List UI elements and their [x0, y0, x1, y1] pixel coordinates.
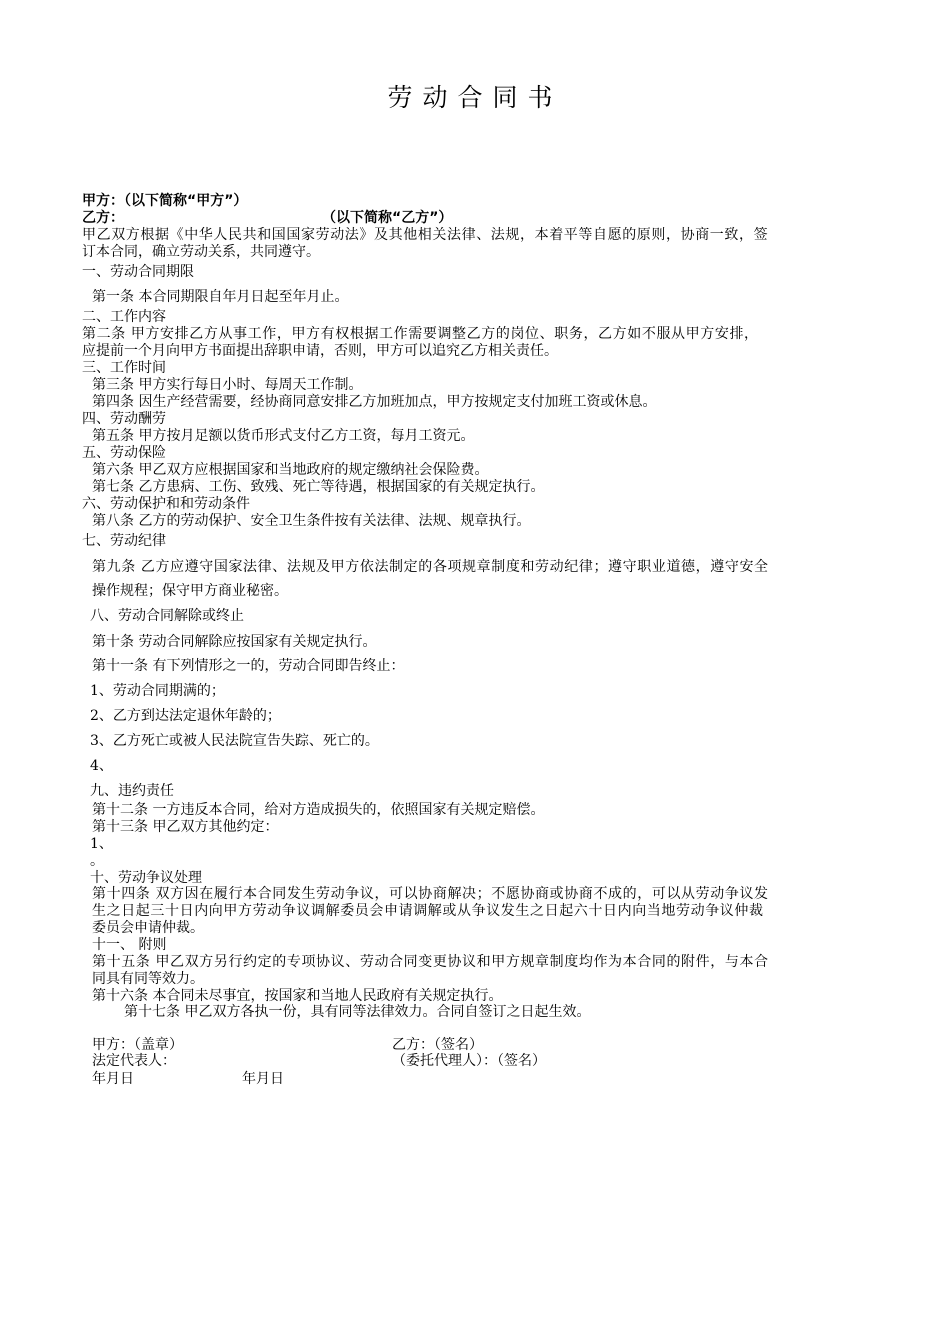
- list-item: 1、: [90, 836, 113, 852]
- list-item: 4、: [90, 758, 113, 774]
- article-line: 委员会申请仲裁。: [92, 920, 204, 936]
- section-heading: 五、劳动保险: [82, 445, 166, 461]
- list-item: 3、乙方死亡或被人民法院宣告失踪、死亡的。: [90, 733, 379, 749]
- section-heading: 九、违约责任: [90, 783, 174, 799]
- article-line: 第五条 甲方按月足额以货币形式支付乙方工资，每月工资元。: [92, 428, 475, 444]
- article-line: 操作规程；保守甲方商业秘密。: [92, 583, 288, 599]
- list-item: 。: [90, 853, 104, 869]
- article-line: 第十五条 甲乙双方另行约定的专项协议、劳动合同变更协议和甲方规章制度均作为本合同的附件，与本合: [92, 954, 769, 970]
- article-line: 第十三条 甲乙双方其他约定：: [92, 819, 279, 835]
- party-a-line: 甲方：（以下简称“甲方”）: [82, 193, 248, 209]
- list-item: 2、乙方到达法定退休年龄的；: [90, 708, 281, 724]
- section-heading: 四、劳动酬劳: [82, 411, 166, 427]
- date-party-a: 年月日: [92, 1071, 134, 1087]
- section-heading: 八、劳动合同解除或终止: [90, 608, 244, 624]
- article-line: 第十四条 双方因在履行本合同发生劳动争议，可以协商解决；不愿协商或协商不成的，可以从劳动争议发: [92, 886, 769, 902]
- legal-representative-label: 法定代表人：: [92, 1053, 176, 1069]
- article-line: 第二条 甲方安排乙方从事工作，甲方有权根据工作需要调整乙方的岗位、职务，乙方如不服从甲方安排，: [82, 326, 759, 342]
- agent-signature-label: （委托代理人）：（签名）: [392, 1053, 546, 1069]
- party-b-label: 乙方：: [82, 210, 124, 226]
- signature-party-a: 甲方：（盖章）: [92, 1037, 183, 1053]
- section-heading: 二、工作内容: [82, 309, 166, 325]
- article-line: 第十二条 一方违反本合同，给对方造成损失的，依照国家有关规定赔偿。: [92, 802, 545, 818]
- article-line: 第十一条 有下列情形之一的，劳动合同即告终止：: [92, 658, 405, 674]
- signature-party-b: 乙方：（签名）: [392, 1037, 483, 1053]
- section-heading: 十、劳动争议处理: [90, 870, 202, 886]
- party-b-suffix: （以下简称“乙方”）: [322, 210, 453, 226]
- article-line: 第十七条 甲乙双方各执一份，具有同等法律效力。合同自签订之日起生效。: [124, 1004, 591, 1020]
- article-line: 第十条 劳动合同解除应按国家有关规定执行。: [92, 634, 377, 650]
- section-heading: 十一、 附则: [92, 937, 167, 953]
- article-line: 第八条 乙方的劳动保护、安全卫生条件按有关法律、法规、规章执行。: [92, 513, 531, 529]
- list-item: 1、劳动合同期满的；: [90, 683, 225, 699]
- article-line: 第一条 本合同期限自年月日起至年月止。: [92, 289, 349, 305]
- article-line: 第四条 因生产经营需要，经协商同意安排乙方加班加点，甲方按规定支付加班工资或休息。: [92, 394, 657, 410]
- date-party-b: 年月日: [242, 1071, 284, 1087]
- article-line: 同具有同等效力。: [92, 971, 204, 987]
- article-line: 第九条 乙方应遵守国家法律、法规及甲方依法制定的各项规章制度和劳动纪律；遵守职业道德，遵守安全: [92, 559, 769, 575]
- section-heading: 六、劳动保护和和劳动条件: [82, 496, 250, 512]
- preamble-line: 甲乙双方根据《中华人民共和国国家劳动法》及其他相关法律、法规，本着平等自愿的原则，协商一致，签: [82, 227, 769, 243]
- article-line: 第六条 甲乙双方应根据国家和当地政府的规定缴纳社会保险费。: [92, 462, 489, 478]
- section-heading: 七、劳动纪律: [82, 533, 166, 549]
- section-heading: 三、工作时间: [82, 360, 166, 376]
- section-heading: 一、劳动合同期限: [82, 264, 194, 280]
- article-line: 应提前一个月向甲方书面提出辞职申请，否则，甲方可以追究乙方相关责任。: [82, 343, 558, 359]
- article-line: 第十六条 本合同未尽事宜，按国家和当地人民政府有关规定执行。: [92, 988, 503, 1004]
- article-line: 第三条 甲方实行每日小时、每周天工作制。: [92, 377, 363, 393]
- document-title: 劳动合同书: [387, 83, 563, 112]
- preamble-line: 订本合同，确立劳动关系，共同遵守。: [82, 244, 320, 260]
- article-line: 第七条 乙方患病、工伤、致残、死亡等待遇，根据国家的有关规定执行。: [92, 479, 545, 495]
- article-line: 生之日起三十日内向甲方劳动争议调解委员会申请调解或从争议发生之日起六十日内向当地劳动争议仲裁: [92, 903, 764, 919]
